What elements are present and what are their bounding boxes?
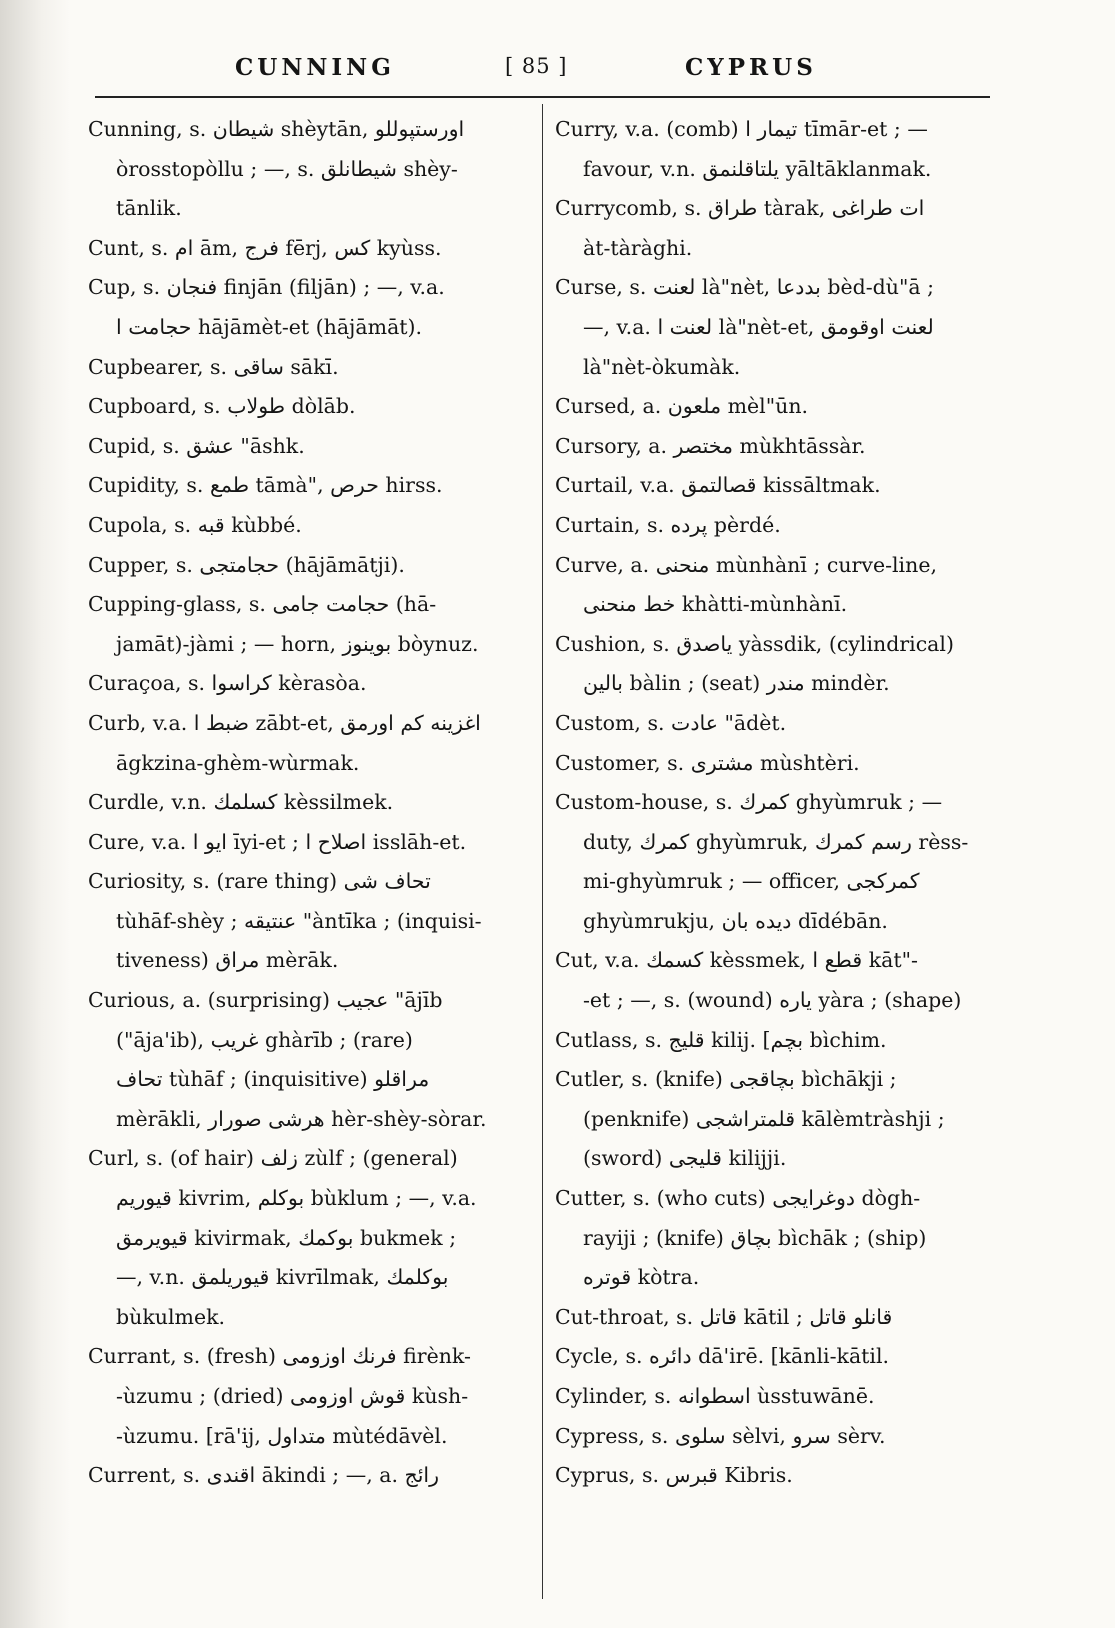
entry-line: favour, v.n. یلتاقلنمق yāltāklanmak.: [583, 156, 932, 181]
entry-line: Cunning, s. شیطان shèytān, اورستپوللو: [88, 117, 465, 141]
entry-line: قوتره kòtra.: [583, 1265, 700, 1290]
entry-line: —, v.n. قیوریلمق kivrīlmak, بوکلمك: [116, 1265, 449, 1290]
entry-line: Cupping-glass, s. حجامت جامی (hā-: [88, 592, 437, 617]
entry-line: تحاف tùhāf ; (inquisitive) مراقلو: [116, 1067, 430, 1092]
entry-line: Cyprus, s. قبرس Kibris.: [555, 1463, 793, 1488]
entry-line: tiveness) مراق mèrāk.: [116, 948, 339, 973]
entry-line: Curious, a. (surprising) عجیب "ājīb: [88, 988, 443, 1013]
entry-line: Current, s. اقندی ākindi ; —, a. رائج: [88, 1463, 440, 1488]
entry-line: Cupboard, s. طولاب dòlāb.: [88, 394, 356, 419]
entry-line: Cycle, s. دائره dā'irē. [kānli-kātil.: [555, 1344, 890, 1369]
entry-line: bùkulmek.: [116, 1304, 226, 1329]
entry-line: Curry, v.a. (comb) تیمار ا tīmār-et ; —: [555, 117, 928, 141]
entry-line: àt-tàràghi.: [583, 235, 693, 260]
column-divider: [542, 104, 543, 1599]
entry-line: Curaçoa, s. کراسوا kèrasòa.: [88, 671, 367, 696]
entry-line: jamāt)-jàmi ; — horn, بوینوز bòynuz.: [116, 631, 479, 656]
page-header: [90, 50, 995, 90]
entry-line: Cypress, s. سلوی sèlvi, سرو sèrv.: [555, 1423, 886, 1448]
entry-line: Cure, v.a. ایو ا īyi-et ; اصلاح ا isslāh-et.: [88, 829, 467, 854]
left-headword: CUNNING: [235, 54, 395, 81]
header-rule: [95, 96, 990, 98]
entry-line: ("āja'ib), غریب ghàrīb ; (rare): [116, 1027, 413, 1052]
entry-line: Curtail, v.a. قصالتمق kissāltmak.: [555, 473, 881, 498]
entry-line: Cunt, s. ام ām, فرج fērj, کس kyùss.: [88, 235, 442, 260]
entry-line: Cup, s. فنجان finjān (filjān) ; —, v.a.: [88, 275, 445, 300]
left-column: [88, 110, 528, 1496]
entry-line: tānlik.: [116, 196, 182, 221]
entry-line: Cupbearer, s. ساقی sākī.: [88, 354, 339, 379]
entry-line: -ùzumu. [rā'ij, متداول mùtédāvèl.: [116, 1423, 448, 1448]
entry-line: Currant, s. (fresh) فرنك اوزومی firènk-: [88, 1344, 471, 1369]
entry-line: Cut-throat, s. قاتل kātil ; قانلو قاتل: [555, 1304, 893, 1329]
entry-line: (penknife) قلمتراشجی kālèmtràshji ;: [583, 1106, 945, 1131]
entry-line: là"nèt-òkumàk.: [583, 354, 741, 379]
entry-line: —, v.a. لعنت ا là"nèt-et, لعنت اوقومق: [583, 314, 934, 339]
entry-line: حجامت ا hājāmèt-et (hājāmāt).: [116, 314, 423, 339]
entry-line: Cupid, s. عشق "āshk.: [88, 433, 305, 458]
right-column: [555, 110, 995, 1496]
entry-line: Custom-house, s. کمرك ghyùmruk ; —: [555, 790, 943, 815]
entry-line: قیوریم kivrim, بوکلم bùklum ; —, v.a.: [116, 1186, 477, 1211]
entry-line: Curl, s. (of hair) زلف zùlf ; (general): [88, 1146, 458, 1171]
entry-line: duty, کمرك ghyùmruk, رسم کمرك rèss-: [583, 829, 969, 854]
entry-line: Cylinder, s. اسطوانه ùsstuwānē.: [555, 1384, 875, 1408]
entry-line: Cutlass, s. قلیج kilij. [بچم bìchim.: [555, 1027, 887, 1052]
entry-line: بالین bàlin ; (seat) مندر mindèr.: [583, 671, 890, 696]
page-number: [ 85 ]: [505, 54, 568, 78]
entry-line: mèrākli, هرشی صورار hèr-shèy-sòrar.: [116, 1106, 487, 1131]
entry-line: (sword) قلیجی kilijji.: [583, 1146, 787, 1171]
right-headword: CYPRUS: [685, 54, 817, 81]
entry-line: mi-ghyùmruk ; — officer, کمرکجی: [583, 869, 920, 894]
entry-line: Currycomb, s. طراق tàrak, ات طراغی: [555, 196, 925, 221]
entry-line: Curb, v.a. ضبط ا zābt-et, اغزینه کم اورمق: [88, 710, 481, 735]
entry-line: Cursed, a. ملعون mèl"ūn.: [555, 394, 809, 419]
entry-line: òrosstopòllu ; —, s. شیطانلق shèy-: [116, 156, 458, 181]
entry-line: rayiji ; (knife) بچاق bìchāk ; (ship): [583, 1225, 927, 1250]
entry-line: Custom, s. عادت "ādèt.: [555, 710, 787, 735]
entry-line: tùhāf-shèy ; عنتیقه "àntīka ; (inquisi-: [116, 908, 482, 933]
entry-line: āgkzina-ghèm-wùrmak.: [116, 750, 360, 775]
entry-line: ghyùmrukju, دیده بان dīdébān.: [583, 908, 888, 933]
entry-line: Cupola, s. قبه kùbbé.: [88, 512, 302, 537]
entry-line: Cutter, s. (who cuts) دوغرایجی dògh-: [555, 1186, 921, 1211]
entry-line: خط منحنی khàtti-mùnhànī.: [583, 592, 848, 617]
entry-line: Cursory, a. مختصر mùkhtāssàr.: [555, 433, 866, 458]
entry-line: -et ; —, s. (wound) یاره yàra ; (shape): [583, 988, 962, 1013]
entry-line: قیویرمق kivirmak, بوکمك bukmek ;: [116, 1225, 457, 1250]
entry-line: Cut, v.a. کسمك kèssmek, قطع ا kāt"-: [555, 948, 918, 973]
entry-line: Customer, s. مشتری mùshtèri.: [555, 750, 860, 775]
entry-line: Cupidity, s. طمع tāmà", حرص hirss.: [88, 473, 443, 498]
entry-line: Cupper, s. حجامتجی (hājāmātji).: [88, 552, 405, 577]
entry-line: Cutler, s. (knife) بچاقجی bìchākji ;: [555, 1067, 897, 1092]
entry-line: Cushion, s. یاصدق yàssdik, (cylindrical): [555, 631, 954, 656]
entry-line: Curtain, s. پرده pèrdé.: [555, 512, 781, 537]
entry-line: Curiosity, s. (rare thing) تحاف شی: [88, 869, 431, 894]
entry-line: Curve, a. منحنی mùnhànī ; curve-line,: [555, 552, 937, 577]
entry-line: Curdle, v.n. کسلمك kèssilmek.: [88, 790, 394, 815]
entry-line: Curse, s. لعنت là"nèt, بددعا bèd-dù"ā ;: [555, 275, 935, 300]
entry-line: -ùzumu ; (dried) قوش اوزومی kùsh-: [116, 1384, 469, 1408]
